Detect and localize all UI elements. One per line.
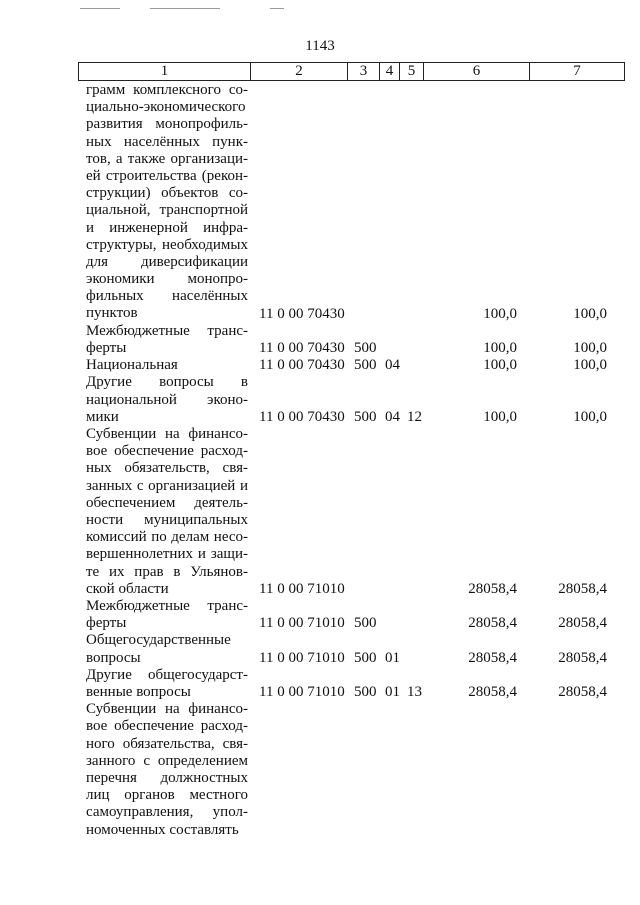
description-line: Субвенции на финансо- <box>86 701 248 718</box>
description-line: вое обеспечение расход- <box>86 443 248 460</box>
amount-year-2: 28058,4 <box>558 615 607 632</box>
target-article-code: 11 0 00 70430 <box>259 357 345 374</box>
description-line: занных с организацией и <box>86 477 248 494</box>
description-line: тов, а также организаци- <box>86 150 248 167</box>
amount-year-1: 28058,4 <box>468 684 517 700</box>
description-line: циально-экономического <box>86 99 246 116</box>
column-header-table <box>78 62 625 81</box>
row-description <box>86 667 248 701</box>
description-line: фильных населённых <box>86 288 248 305</box>
target-article-code: 11 0 00 71010 <box>259 580 345 597</box>
description-line: развития монопрофиль- <box>86 116 248 133</box>
column-header-4: 4 <box>380 63 400 81</box>
amount-year-2: 28058,4 <box>558 649 607 666</box>
amount-year-2: 28058,4 <box>558 684 607 700</box>
expense-type-code: 500 <box>354 357 377 374</box>
description-line: Субвенции на финансо- <box>86 426 248 442</box>
row-description <box>86 426 248 598</box>
description-line: ей строительства (рекон- <box>86 167 248 184</box>
description-line: комиссий по делам несо- <box>86 529 248 546</box>
description-line: пунктов <box>86 305 138 322</box>
description-line: национальной эконо- <box>86 391 248 408</box>
expense-type-code: 500 <box>354 408 377 425</box>
column-header-3: 3 <box>348 63 380 81</box>
description-line: Другие вопросы в <box>86 374 248 391</box>
description-line: Национальная <box>86 357 178 374</box>
scan-artifact <box>270 8 284 9</box>
description-line: мики <box>86 408 119 425</box>
amount-year-1: 100,0 <box>483 340 517 356</box>
description-line: Другие общегосударст- <box>86 666 248 683</box>
amount-year-1: 28058,4 <box>468 615 517 632</box>
column-header-1: 1 <box>79 63 251 81</box>
row-description <box>86 632 248 666</box>
description-line: ных населённых пунк- <box>86 133 248 150</box>
expense-type-code: 500 <box>354 340 377 356</box>
amount-year-2: 100,0 <box>573 408 607 425</box>
description-line: обеспечением деятель- <box>86 494 248 511</box>
amount-year-1: 100,0 <box>483 408 517 425</box>
description-line: ферты <box>86 339 127 356</box>
description-line: вопросы <box>86 649 141 666</box>
description-line: грамм комплексного со- <box>86 82 248 98</box>
column-header-2: 2 <box>251 63 348 81</box>
target-article-code: 11 0 00 70430 <box>259 305 345 322</box>
description-line: ного обязательства, свя- <box>86 735 248 752</box>
description-line: венные вопросы <box>86 683 191 700</box>
description-line: перечня должностных <box>86 769 248 786</box>
amount-year-2: 100,0 <box>573 357 607 374</box>
description-line: лиц органов местного <box>86 787 248 804</box>
row-description <box>86 357 248 374</box>
target-article-code: 11 0 00 70430 <box>259 408 345 425</box>
amount-year-1: 100,0 <box>483 305 517 322</box>
amount-year-1: 28058,4 <box>468 649 517 666</box>
expense-type-code: 500 <box>354 684 377 700</box>
description-line: занного с определением <box>86 752 248 769</box>
description-line: Межбюджетные транс- <box>86 598 248 614</box>
row-description <box>86 598 248 632</box>
expense-type-code: 500 <box>354 649 377 666</box>
amount-year-2: 28058,4 <box>558 580 607 597</box>
description-line: ферты <box>86 615 127 632</box>
description-line: структуры, необходимых <box>86 236 248 253</box>
subsection-code: 13 <box>407 684 422 700</box>
target-article-code: 11 0 00 71010 <box>259 649 345 666</box>
amount-year-1: 100,0 <box>483 357 517 374</box>
row-description <box>86 374 248 426</box>
target-article-code: 11 0 00 71010 <box>259 615 345 632</box>
description-line: самоуправления, упол- <box>86 804 248 821</box>
section-code: 04 <box>385 357 400 374</box>
column-header-row <box>79 63 625 81</box>
column-header-7: 7 <box>530 63 625 81</box>
subsection-code: 12 <box>407 408 422 425</box>
row-description <box>86 82 248 323</box>
column-header-5: 5 <box>400 63 424 81</box>
description-line: экономики монопро- <box>86 271 248 288</box>
description-line: ской области <box>86 580 169 597</box>
column-header-6: 6 <box>424 63 530 81</box>
description-line: Общегосударственные <box>86 632 231 649</box>
description-line: Межбюджетные транс- <box>86 322 248 339</box>
section-code: 01 <box>385 684 400 700</box>
scan-artifact <box>80 8 120 9</box>
expense-type-code: 500 <box>354 615 377 632</box>
scan-artifact <box>150 8 220 9</box>
row-description <box>86 701 248 839</box>
description-line: ности муниципальных <box>86 511 248 528</box>
description-line: ных обязательств, свя- <box>86 460 248 477</box>
amount-year-2: 100,0 <box>573 340 607 356</box>
description-line: и инженерной инфра- <box>86 219 248 236</box>
description-line: вершеннолетних и защи- <box>86 546 248 563</box>
description-line: для диверсификации <box>86 253 248 270</box>
description-line: циальной, транспортной <box>86 202 248 219</box>
description-line: струкции) объектов со- <box>86 185 248 202</box>
amount-year-1: 28058,4 <box>468 580 517 597</box>
description-line: номоченных составлять <box>86 821 239 838</box>
target-article-code: 11 0 00 71010 <box>259 684 345 700</box>
row-description <box>86 323 248 357</box>
description-line: те их прав в Ульянов- <box>86 563 248 580</box>
page-number: 1143 <box>305 38 335 54</box>
section-code: 04 <box>385 408 400 425</box>
description-line: вое обеспечение расход- <box>86 718 248 735</box>
target-article-code: 11 0 00 70430 <box>259 340 345 356</box>
section-code: 01 <box>385 649 400 666</box>
amount-year-2: 100,0 <box>573 305 607 322</box>
